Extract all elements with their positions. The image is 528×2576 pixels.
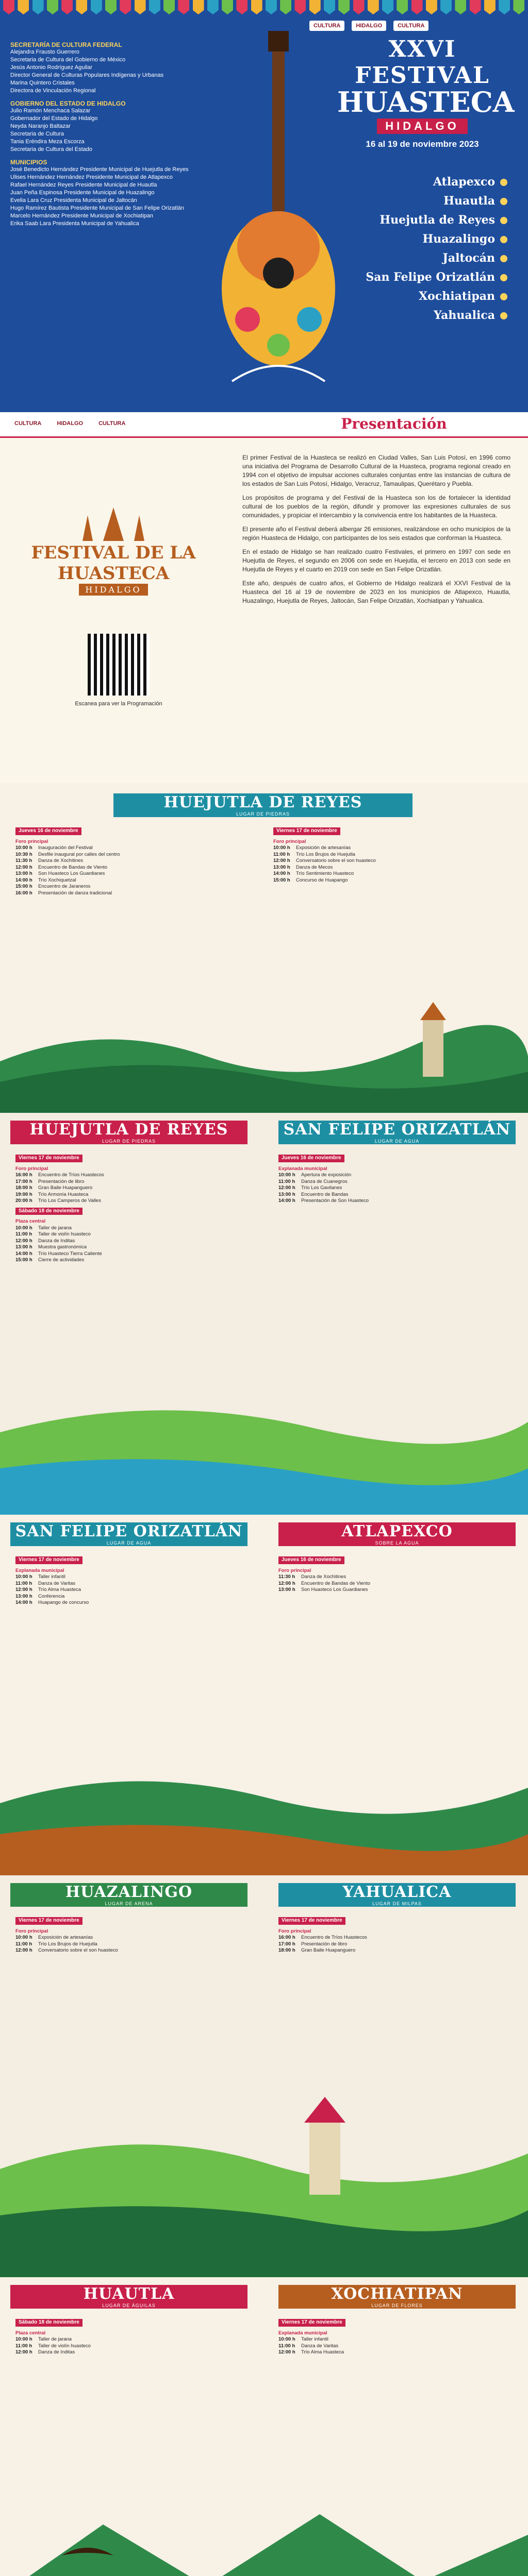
program-event: 11:00 h Danza de Varitas [278, 2343, 339, 2349]
program-column [15, 824, 253, 896]
program-day: Sábado 18 de noviembre [15, 1208, 82, 1215]
credit-line: Marcelo Hernández Presidente Municipal de Xochiatipan [10, 213, 153, 219]
cultura-logo: CULTURA [10, 418, 45, 429]
credit-line: Jesús Antonio Rodríguez Aguilar [10, 64, 92, 71]
presentation-text [242, 453, 510, 611]
credit-line: Ulises Hernández Hernández Presidente Municipal de Atlapexco [10, 174, 173, 180]
program-huautla-xochiatipan [0, 2277, 528, 2576]
presentation-title: Presentación [341, 415, 447, 432]
program-venue: Plaza central [15, 1218, 46, 1224]
section-banner [278, 1522, 516, 1546]
banner-tagline: SOBRE LA AGUA [375, 1540, 419, 1546]
program-column [15, 1151, 253, 1264]
program-column [278, 1553, 516, 1594]
credits-head-federal: SECRETARÍA DE CULTURA FEDERAL [10, 41, 122, 48]
program-venue: Foro principal [15, 838, 48, 844]
program-column [15, 1553, 253, 1606]
program-venue: Explanada municipal [15, 1567, 64, 1573]
program-event: 10:00 h Taller infantil [15, 1574, 65, 1580]
program-venue: Explanada municipal [278, 2330, 327, 2336]
banner-title: YAHUALICA [342, 1883, 452, 1901]
papel-picado-bunting [0, 0, 528, 14]
program-event: 11:00 h Taller de violín huasteco [15, 2343, 91, 2349]
program-event: 15:00 h Cierre de actividades [15, 1257, 85, 1263]
banner-tagline: LUGAR DE PIEDRAS [236, 811, 290, 817]
program-event: 11:00 h Danza de Varitas [15, 1580, 76, 1586]
venue-item: Xochiatipan [353, 287, 507, 306]
program-event: 11:30 h Danza de Xochitines [15, 858, 84, 863]
program-venue: Foro principal [278, 1928, 311, 1934]
credit-line: Hugo Ramírez Bautista Presidente Municipal de San Felipe Orizatlán [10, 205, 184, 211]
presentation-paragraph: El primer Festival de la Huasteca se realizó en Ciudad Valles, San Luis Potosí, en 1996 como una iniciativa del Programa de Desarrollo Cultural de la Huasteca, programa regional creado en 1994 con el objetivo de impulsar acciones culturales conjuntas entre las instancias de cultura de los estados de San Luis Potosí, Hidalgo, Veracruz, Tamaulipas, Querétaro y Puebla. [242, 454, 510, 487]
hidalgo-logo: HIDALGO [352, 21, 386, 31]
banner-title: ATLAPEXCO [341, 1522, 453, 1540]
presentation-logos [10, 418, 129, 429]
credit-line: Evelia Lara Cruz Presidenta Municipal de Jaltocán [10, 197, 137, 204]
hero-credits [10, 36, 227, 228]
program-event: 16:00 h Encuentro de Tríos Huastecos [278, 1935, 367, 1940]
program-day: Jueves 16 de noviembre [15, 827, 81, 835]
presentation-paragraph: El presente año el Festival deberá albergar 26 emisiones, realizándose en ocho municipios de la región Huasteca de Hidalgo, con participantes de los seis estados que conforman la Huasteca. [242, 526, 510, 541]
presentation-paragraph: En el estado de Hidalgo se han realizado cuatro Festivales, el primero en 1997 con sede en Huejutla de Reyes, el segundo en 2006 con sede en Huejutla, el tercero en 2013 con sede en Huejutla de Reyes y el cuarto en 2019 con sede en San Felipe Orizatlán. [242, 548, 510, 573]
section-banner [10, 2285, 248, 2309]
credits-head-municipios: MUNICIPIOS [10, 159, 47, 166]
venue-list [353, 173, 507, 325]
program-orizatlan-atlapexco [0, 1515, 528, 1875]
program-event: 10:00 h Taller de jarana [15, 2336, 72, 2342]
credit-line: Erika Saab Lara Presidenta Municipal de Yahualica [10, 221, 139, 227]
credit-line: Alejandra Frausto Guerrero [10, 49, 79, 55]
program-event: 18:00 h Gran Baile Huapanguero [15, 1185, 93, 1191]
program-event: 17:00 h Presentación de libro [278, 1941, 348, 1947]
qr-label: Escanea para ver la Programación [75, 701, 162, 707]
program-event: 13:00 h Conferencia [15, 1593, 65, 1599]
cultura-hidalgo-logo: CULTURA [94, 418, 129, 429]
program-event: 12:00 h Encuentro de Bandas de Viento [15, 864, 107, 870]
program-column [15, 1914, 253, 1954]
banner-tagline: LUGAR DE ARENA [105, 1901, 153, 1906]
section-banner [278, 1121, 516, 1144]
program-column [278, 1151, 516, 1205]
presentation-paragraph: Este año, después de cuatro años, el Gobierno de Hidalgo realizará el XXVI Festival de la Huasteca del 16 al 19 de noviembre de 2023 en los municipios de Atlapexco, Huautla, Huazalingo, Huejutla de Reyes, Jaltocán, San Felipe Orizatlán, Xochiatipan y Yahualica. [242, 580, 510, 604]
credit-line: José Benedicto Hernández Presidente Municipal de Huejutla de Reyes [10, 166, 189, 173]
venue-item: Huazalingo [353, 230, 507, 249]
program-venue: Foro principal [15, 1165, 48, 1172]
program-event: 10:00 h Exposición de artesanías [15, 1935, 93, 1940]
festival-title-2: HUASTECA [337, 86, 515, 118]
section-banner [10, 1121, 248, 1144]
banner-title: HUEJUTLA DE REYES [29, 1121, 228, 1139]
program-column [273, 824, 510, 884]
program-huejutla-orizatlan [0, 1113, 528, 1515]
program-venue: Foro principal [15, 1928, 48, 1934]
program-event: 10:00 h Apertura de exposición [278, 1172, 352, 1178]
festival-small-logo [31, 505, 196, 596]
program-event: 10:00 h Taller de jarana [15, 1225, 72, 1231]
cultura-hidalgo-logo: CULTURA [393, 21, 428, 31]
credit-line: Julio Ramón Menchaca Salazar [10, 108, 91, 114]
program-event: 14:00 h Trío Huasteco Tierra Caliente [15, 1250, 102, 1257]
landscape-illustration [0, 999, 528, 1113]
credit-line: Secretaria de Cultura del Gobierno de México [10, 57, 126, 63]
program-event: 14:00 h Presentación de Son Huasteco [278, 1198, 369, 1204]
program-event: 13:00 h Encuentro de Bandas [278, 1191, 349, 1197]
program-venue: Plaza central [15, 2330, 46, 2336]
hero-logos [309, 21, 428, 31]
banner-tagline: LUGAR DE PIEDRAS [102, 1139, 156, 1144]
program-day: Viernes 17 de noviembre [15, 1155, 82, 1162]
program-column [15, 2316, 253, 2356]
program-event: 12:00 h Conversatorio sobre el son huasteco [15, 1947, 118, 1953]
banner-title: SAN FELIPE ORIZATLÁN [15, 1522, 243, 1540]
banner-title: HUAUTLA [83, 2285, 175, 2303]
venue-item: Atlapexco [353, 173, 507, 192]
program-day: Jueves 16 de noviembre [278, 1155, 344, 1162]
program-event: 12:00 h Conversatorio sobre el son huasteco [273, 858, 376, 863]
program-event: 14:00 h Trío Xochiquetzal [15, 877, 76, 883]
credits-head-estado: GOBIERNO DEL ESTADO DE HIDALGO [10, 100, 126, 107]
program-event: 11:00 h Danza de Cuanegros [278, 1178, 348, 1184]
venue-item: Huejutla de Reyes [353, 211, 507, 230]
banner-tagline: LUGAR DE MILPAS [372, 1901, 422, 1906]
presentation-section [0, 412, 528, 783]
program-day: Sábado 18 de noviembre [15, 2319, 82, 2327]
program-event: 12:00 h Encuentro de Bandas de Viento [278, 1580, 370, 1586]
village-landscape-illustration [0, 1757, 528, 1875]
program-day: Viernes 17 de noviembre [278, 2319, 345, 2327]
program-event: 13:00 h Muestra gastronómica [15, 1244, 87, 1250]
banner-tagline: LUGAR DE AGUA [374, 1139, 420, 1144]
program-event: 10:30 h Desfile inaugural por calles del centro [15, 851, 120, 857]
festlogo-line-2: HIDALGO [79, 584, 147, 596]
program-event: 14:00 h Trío Sentimiento Huasteco [273, 871, 354, 876]
program-event: 18:00 h Gran Baile Huapanguero [278, 1947, 356, 1953]
program-event: 15:00 h Concurso de Huapango [273, 877, 348, 883]
credit-line: Tania Eréndira Meza Escorza [10, 139, 85, 145]
program-event: 10:00 h Inauguración del Festival [15, 845, 93, 851]
program-event: 12:00 h Danza de Inditas [15, 2349, 75, 2355]
program-event: 20:00 h Trío Los Camperos de Valles [15, 1198, 101, 1204]
program-event: 19:00 h Trío Armonía Huasteca [15, 1191, 89, 1197]
jarana-guitar-illustration [217, 31, 340, 402]
festival-logo [337, 36, 515, 149]
section-banner [10, 1883, 248, 1907]
festival-title-3: HIDALGO [377, 118, 467, 134]
banner-tagline: LUGAR DE ÁGUILAS [102, 2303, 156, 2308]
program-event: 10:00 h Exposición de artesanías [273, 845, 351, 851]
program-day: Jueves 16 de noviembre [278, 1556, 344, 1564]
hero-section [0, 0, 528, 412]
program-event: 10:00 h Taller infantil [278, 2336, 328, 2342]
hidalgo-logo: HIDALGO [53, 418, 87, 429]
program-event: 17:00 h Presentación de libro [15, 1178, 85, 1184]
section-banner [113, 793, 412, 817]
venue-item: Yahualica [353, 306, 507, 325]
credit-line: Secretaria de Cultura del Estado [10, 146, 92, 152]
presentation-paragraph: Los propósitos de programa y del Festival de la Huasteca son los de fortalecer la identidad cultural de los pueblos de la región, difundir y promover las expresiones culturales de sus comunidades, y propiciar el intercambio y la convivencia entre los habitantes de la Huasteca. [242, 494, 510, 519]
venue-item: Jaltocán [353, 249, 507, 268]
section-banner [10, 1522, 248, 1546]
church-landscape-illustration [0, 2092, 528, 2277]
program-day: Viernes 17 de noviembre [15, 1556, 82, 1564]
program-event: 11:00 h Trío Los Brujos de Huejutla [15, 1941, 97, 1947]
presentation-header [0, 412, 528, 438]
banner-title: HUAZALINGO [65, 1883, 193, 1901]
program-event: 13:00 h Son Huasteco Los Guardianes [278, 1587, 368, 1592]
banner-title: XOCHIATIPAN [331, 2285, 463, 2303]
festlogo-line-1: FESTIVAL DE LA HUASTECA [31, 543, 196, 584]
eagle-mountain-illustration [0, 2494, 528, 2576]
venue-item: San Felipe Orizatlán [353, 268, 507, 287]
program-event: 12:00 h Danza de Inditas [15, 1238, 75, 1244]
banner-tagline: LUGAR DE FLORES [371, 2303, 423, 2308]
banner-title: SAN FELIPE ORIZATLÁN [283, 1121, 511, 1139]
program-event: 14:00 h Huapango de concurso [15, 1600, 89, 1605]
program-event: 12:00 h Trío Alma Huasteca [15, 1587, 81, 1592]
section-banner [278, 1883, 516, 1907]
program-event: 15:00 h Encuentro de Jaraneros [15, 884, 91, 889]
program-event: 11:30 h Danza de Xochitines [278, 1574, 346, 1580]
credit-line: Director General de Culturas Populares Indígenas y Urbanas [10, 72, 164, 78]
credit-line: Neyda Naranjo Baltazar [10, 123, 71, 129]
program-column [278, 1914, 516, 1954]
river-landscape-illustration [0, 1381, 528, 1515]
program-event: 13:00 h Son Huasteco Los Guardianes [15, 871, 105, 876]
credit-line: Marina Quintero Cristales [10, 80, 75, 86]
program-event: 16:00 h Presentación de danza tradicional [15, 890, 112, 896]
credit-line: Directora de Vinculación Regional [10, 88, 96, 94]
festival-dates: 16 al 19 de noviembre 2023 [366, 139, 479, 149]
program-day: Viernes 17 de noviembre [278, 1917, 345, 1925]
program-column [278, 2316, 516, 2356]
credit-line: Rafael Hernández Reyes Presidente Municipal de Huautla [10, 182, 157, 188]
program-event: 16:00 h Encuentro de Tríos Huastecos [15, 1172, 104, 1178]
program-event: 12:00 h Trío Los Gavilanes [278, 1185, 342, 1191]
credit-line: Secretaria de Cultura [10, 131, 64, 137]
program-venue: Foro principal [273, 838, 306, 844]
cultura-logo: CULTURA [309, 21, 344, 31]
credit-line: Juan Peña Espinosa Presidente Municipal de Huazalingo [10, 190, 155, 196]
credit-line: Gobernador del Estado de Hidalgo [10, 115, 98, 122]
banner-title: HUEJUTLA DE REYES [163, 793, 362, 811]
program-event: 11:00 h Taller de violín huasteco [15, 1231, 91, 1237]
program-venue: Explanada municipal [278, 1165, 327, 1172]
program-huejutla-1 [0, 783, 528, 1113]
palm-icon [72, 505, 155, 541]
program-event: 12:00 h Trío Alma Huasteca [278, 2349, 344, 2355]
banner-tagline: LUGAR DE AGUA [106, 1540, 152, 1546]
festival-title-1: FESTIVAL [355, 62, 490, 89]
program-event: 13:00 h Danza de Mecos [273, 864, 333, 870]
qr-code[interactable] [88, 634, 150, 696]
festival-title-roman: XXVI [388, 36, 456, 62]
program-day: Viernes 17 de noviembre [273, 827, 340, 835]
program-day: Viernes 17 de noviembre [15, 1917, 82, 1925]
program-huazalingo-yahualica [0, 1875, 528, 2277]
venue-item: Huautla [353, 192, 507, 211]
section-banner [278, 2285, 516, 2309]
program-venue: Foro principal [278, 1567, 311, 1573]
program-event: 11:00 h Trío Los Brujos de Huejutla [273, 851, 355, 857]
